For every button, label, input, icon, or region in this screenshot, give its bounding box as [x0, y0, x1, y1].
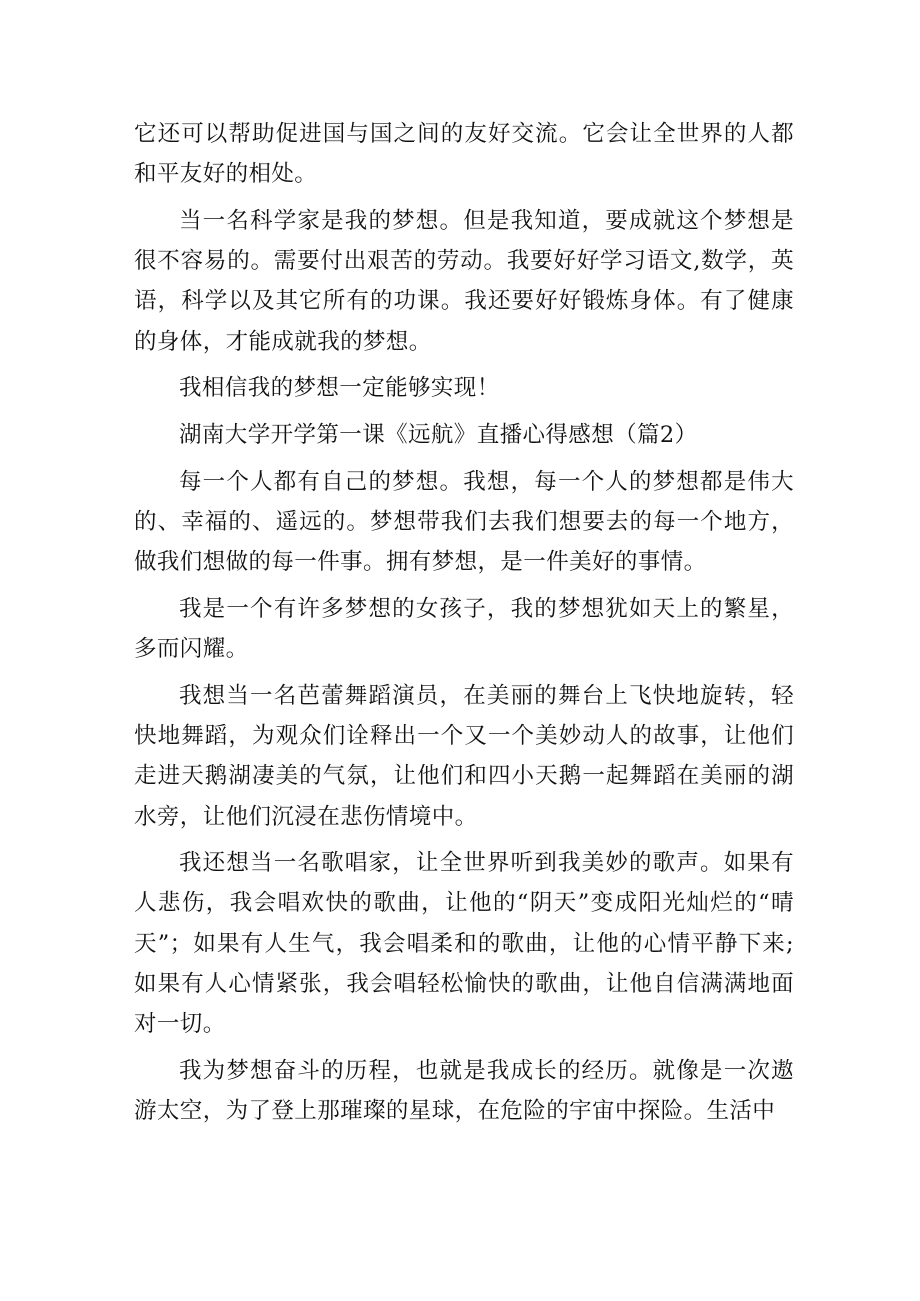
section-heading: 湖南大学开学第一课《远航》直播心得感想（篇2） — [179, 421, 698, 448]
paragraph-1: 它还可以帮助促进国与国之间的友好交流。它会让全世界的人都和平友好的相处。 — [134, 121, 794, 188]
paragraph-8: 我为梦想奋斗的历程，也就是我成长的经历。就像是一次遨游太空，为了登上那璀璨的星球，在危险的宇宙中探险。生活中 — [134, 1057, 794, 1125]
document-body — [134, 114, 794, 1138]
paragraph-2: 当一名科学家是我的梦想。但是我知道，要成就这个梦想是很不容易的。需要付出艰苦的劳动。我要好好学习语文,数学，英语，科学以及其它所有的功课。我还要好好锻炼身体。有了健康的身体，才能成就我的梦想。 — [134, 207, 794, 355]
paragraph-5: 我是一个有许多梦想的女孩子，我的梦想犹如天上的繁星，多而闪耀。 — [134, 595, 794, 663]
paragraph-4: 每一个人都有自己的梦想。我想，每一个人的梦想都是伟大的、幸福的、遥远的。梦想带我们去我们想要去的每一个地方，做我们想做的每一件事。拥有梦想，是一件美好的事情。 — [134, 468, 794, 576]
paragraph-6: 我想当一名芭蕾舞蹈演员，在美丽的舞台上飞快地旋转，轻快地舞蹈，为观众们诠释出一个又一个美妙动人的故事，让他们走进天鹅湖凄美的气氛，让他们和四小天鹅一起舞蹈在美丽的湖水旁，让他们沉浸在悲伤情境中。 — [134, 682, 794, 830]
paragraph-7: 我还想当一名歌唱家，让全世界听到我美妙的歌声。如果有人悲伤，我会唱欢快的歌曲，让他的“阴天”变成阳光灿烂的“晴天”；如果有人生气，我会唱柔和的歌曲，让他的心情平静下来;如果有人心情紧张，我会唱轻松愉快的歌曲，让他自信满满地面对一切。 — [134, 850, 794, 1038]
paragraph-3: 我相信我的梦想一定能够实现！ — [179, 375, 500, 402]
